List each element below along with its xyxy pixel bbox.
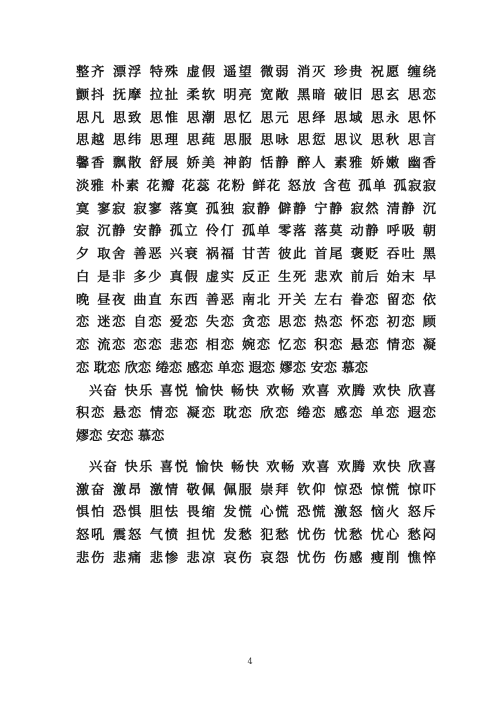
text-line: 寞 寥寂 寂寥 落寞 孤独 寂静 僻静 宁静 寂然 清静 沉 [76,201,436,217]
text-line: 夕 取舍 善恶 兴衰 祸福 甘苦 彼此 首尾 褒贬 吞吐 黑 [76,247,436,262]
text-line: 寂 沉静 安静 孤立 伶仃 孤单 零落 落莫 动静 呼吸 朝 [76,224,436,240]
text-line: 晚 昼夜 曲直 东西 善恶 南北 开关 左右 眷恋 留恋 依 [76,292,436,308]
text-line: 白 是非 多少 真假 虚实 反正 生死 悲欢 前后 始末 早 [76,269,436,285]
text-line: 思凡 思致 思惟 思潮 思忆 思元 思绎 思域 思永 思怀 [76,110,436,126]
word-list [76,62,436,571]
paragraph-line: 怒吼 震怒 气愤 担忧 发愁 犯愁 忧伤 忧愁 忧心 愁闷 [76,528,436,543]
text-line: 恋 耽恋 欣恋 绻恋 感恋 单恋 遐恋 嫪恋 安恋 慕恋 [76,360,368,376]
text-line: 馨香 飘散 舒展 娇美 神韵 恬静 醉人 素雅 娇嫩 幽香 [76,156,436,171]
paragraph-gap [76,449,436,457]
paragraph-line: 兴奋 快乐 喜悦 愉快 畅快 欢畅 欢喜 欢腾 欢快 欣喜 [89,459,436,475]
text-line: 淡雅 朴素 花瓣 花蕊 花粉 鲜花 怒放 含苞 孤单 孤寂寂 [76,178,436,194]
page-number: 4 [247,657,253,666]
text-line: 整齐 漂浮 特殊 虚假 遥望 微弱 消灭 珍贵 祝愿 缠绕 [76,65,436,80]
text-line: 恋 流恋 恋恋 悲恋 相恋 婉恋 忆恋 积恋 悬恋 情恋 凝 [76,338,436,353]
paragraph-line: 悲伤 悲痛 悲惨 悲凉 哀伤 哀怨 忧伤 伤感 瘦削 憔悴 [76,550,436,566]
paragraph-line: 惧怕 恐惧 胆怯 畏缩 发慌 心慌 恐慌 激怒 恼火 怒斥 [76,505,436,521]
text-line: 颤抖 抚摩 拉扯 柔软 明亮 宽敞 黑暗 破旧 思玄 思恋 [76,87,436,103]
paragraph-line: 积恋 悬恋 情恋 凝恋 耽恋 欣恋 绻恋 感恋 单恋 遐恋 [76,406,436,422]
text-line: 思越 思纬 思理 思莼 思服 思咏 思愆 思议 思秋 思言 [76,133,436,149]
paragraph-line: 兴奋 快乐 喜悦 愉快 畅快 欢畅 欢喜 欢腾 欢快 欣喜 [89,383,436,399]
paragraph-line: 嫪恋 安恋 慕恋 [76,429,165,444]
paragraph-line: 激奋 激昂 激情 敬佩 佩服 崇拜 钦仰 惊恐 惊慌 惊吓 [76,482,436,498]
text-line: 恋 迷恋 自恋 爱恋 失恋 贪恋 思恋 热恋 怀恋 初恋 顾 [76,315,436,331]
